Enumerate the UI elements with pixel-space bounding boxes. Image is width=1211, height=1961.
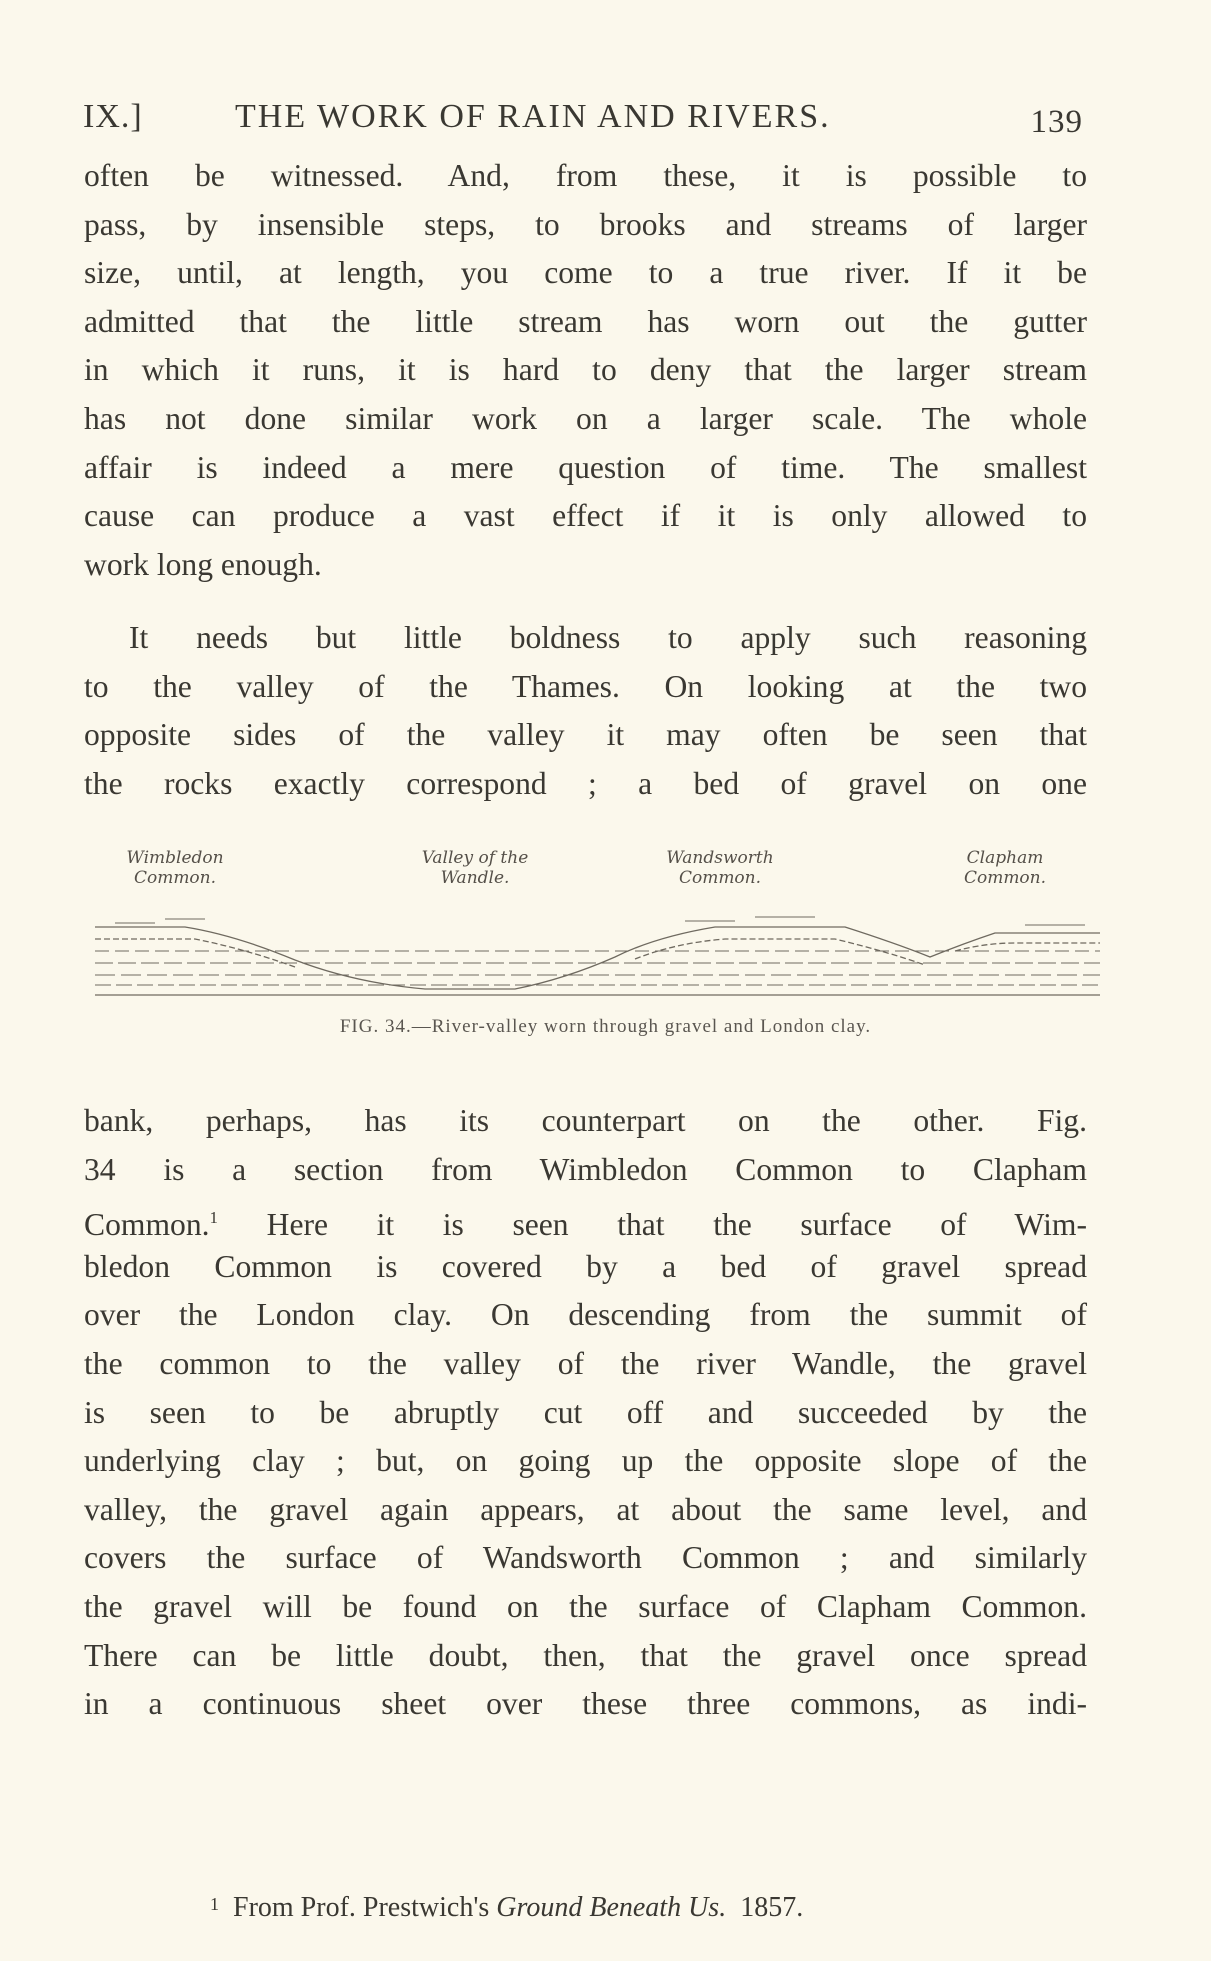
label-line: Common. bbox=[678, 868, 762, 888]
text-line: There can be little doubt, then, that the gravel once spread bbox=[84, 1637, 1087, 1673]
text-line: the rocks exactly correspond ; a bed of gravel on one bbox=[84, 765, 1087, 801]
text-line: valley, the gravel again appears, at about the same level, and bbox=[84, 1491, 1087, 1527]
text-line: 34 is a section from Wimbledon Common to Clapham bbox=[84, 1151, 1087, 1187]
text-line: admitted that the little stream has worn out the gutter bbox=[84, 303, 1087, 339]
label-wandle-valley bbox=[380, 848, 570, 888]
geological-section-figure bbox=[95, 915, 1105, 1005]
text-line: in a continuous sheet over these three commons, as indi- bbox=[84, 1686, 1087, 1722]
label-line: Wandsworth bbox=[666, 848, 774, 868]
label-line: Clapham bbox=[966, 848, 1044, 868]
label-line: Wimbledon bbox=[126, 848, 224, 868]
text-line: work long enough. bbox=[84, 546, 322, 582]
text-line: size, until, at length, you come to a true river. If it be bbox=[84, 255, 1087, 291]
running-header bbox=[83, 98, 1083, 144]
text-line: to the valley of the Thames. On looking at the two bbox=[84, 668, 1087, 704]
figure-caption: FIG. 34.—River-valley worn through gravel and London clay. bbox=[339, 1016, 872, 1037]
label-wandsworth bbox=[605, 848, 835, 888]
paragraph-2 bbox=[84, 614, 1087, 808]
text-line: covers the surface of Wandsworth Common ; and similarly bbox=[84, 1540, 1087, 1576]
text-line: It needs but little boldness to apply such reasoning bbox=[129, 620, 1087, 655]
text-line: the gravel will be found on the surface of Clapham Common. bbox=[84, 1588, 1087, 1624]
gravel-boundary-right bbox=[955, 943, 1100, 951]
gravel-hatching bbox=[115, 917, 1085, 925]
paragraph-3 bbox=[84, 1097, 1087, 1729]
label-line: Common. bbox=[133, 868, 217, 888]
text-line: the common to the valley of the river Wandle, the gravel bbox=[84, 1345, 1087, 1381]
label-line: Valley of the bbox=[421, 848, 529, 868]
ground-surface-line bbox=[95, 927, 1100, 989]
text-line: underlying clay ; but, on going up the opposite slope of the bbox=[84, 1443, 1087, 1479]
text-line: is seen to be abruptly cut off and succeeded by the bbox=[84, 1394, 1087, 1430]
footnote-prefix: From Prof. Prestwich's bbox=[233, 1892, 497, 1923]
line-rest: Here it is seen that the surface of Wim- bbox=[218, 1207, 1087, 1243]
footnote-reference[interactable]: 1 bbox=[209, 1208, 219, 1228]
footnote bbox=[210, 1892, 803, 1924]
footnote-year: 1857. bbox=[740, 1892, 804, 1923]
line-start: Common. bbox=[84, 1207, 210, 1243]
text-line: affair is indeed a mere question of time. The smallest bbox=[84, 449, 1087, 485]
text-line: in which it runs, it is hard to deny that the larger stream bbox=[84, 352, 1087, 388]
text-line: pass, by insensible steps, to brooks and streams of larger bbox=[84, 206, 1087, 242]
text-line: bledon Common is covered by a bed of gravel spread bbox=[84, 1248, 1087, 1284]
text-line: bank, perhaps, has its counterpart on the other. Fig. bbox=[84, 1103, 1087, 1138]
label-clapham bbox=[910, 848, 1100, 888]
text-line: over the London clay. On descending from the summit of bbox=[84, 1297, 1087, 1333]
footnote-mark: 1 bbox=[210, 1894, 219, 1914]
text-line: opposite sides of the valley it may often be seen that bbox=[84, 717, 1087, 753]
footnote-book-title: Ground Beneath Us. bbox=[496, 1892, 727, 1923]
section-number: IX.] bbox=[83, 98, 143, 135]
text-line-with-footnote bbox=[84, 1194, 1087, 1243]
text-line: often be witnessed. And, from these, it is possible to bbox=[84, 158, 1087, 193]
text-line: cause can produce a vast effect if it is only allowed to bbox=[84, 498, 1087, 534]
label-wimbledon bbox=[80, 848, 270, 888]
gravel-boundary-middle bbox=[635, 939, 925, 965]
chapter-title: THE WORK OF RAIN AND RIVERS. bbox=[235, 98, 831, 135]
label-line: Wandle. bbox=[440, 868, 510, 888]
label-line: Common. bbox=[963, 868, 1047, 888]
text-line: has not done similar work on a larger scale. The whole bbox=[84, 400, 1087, 436]
page-number: 139 bbox=[1030, 104, 1083, 140]
paragraph-1 bbox=[84, 152, 1087, 589]
figure-labels bbox=[80, 848, 1100, 908]
